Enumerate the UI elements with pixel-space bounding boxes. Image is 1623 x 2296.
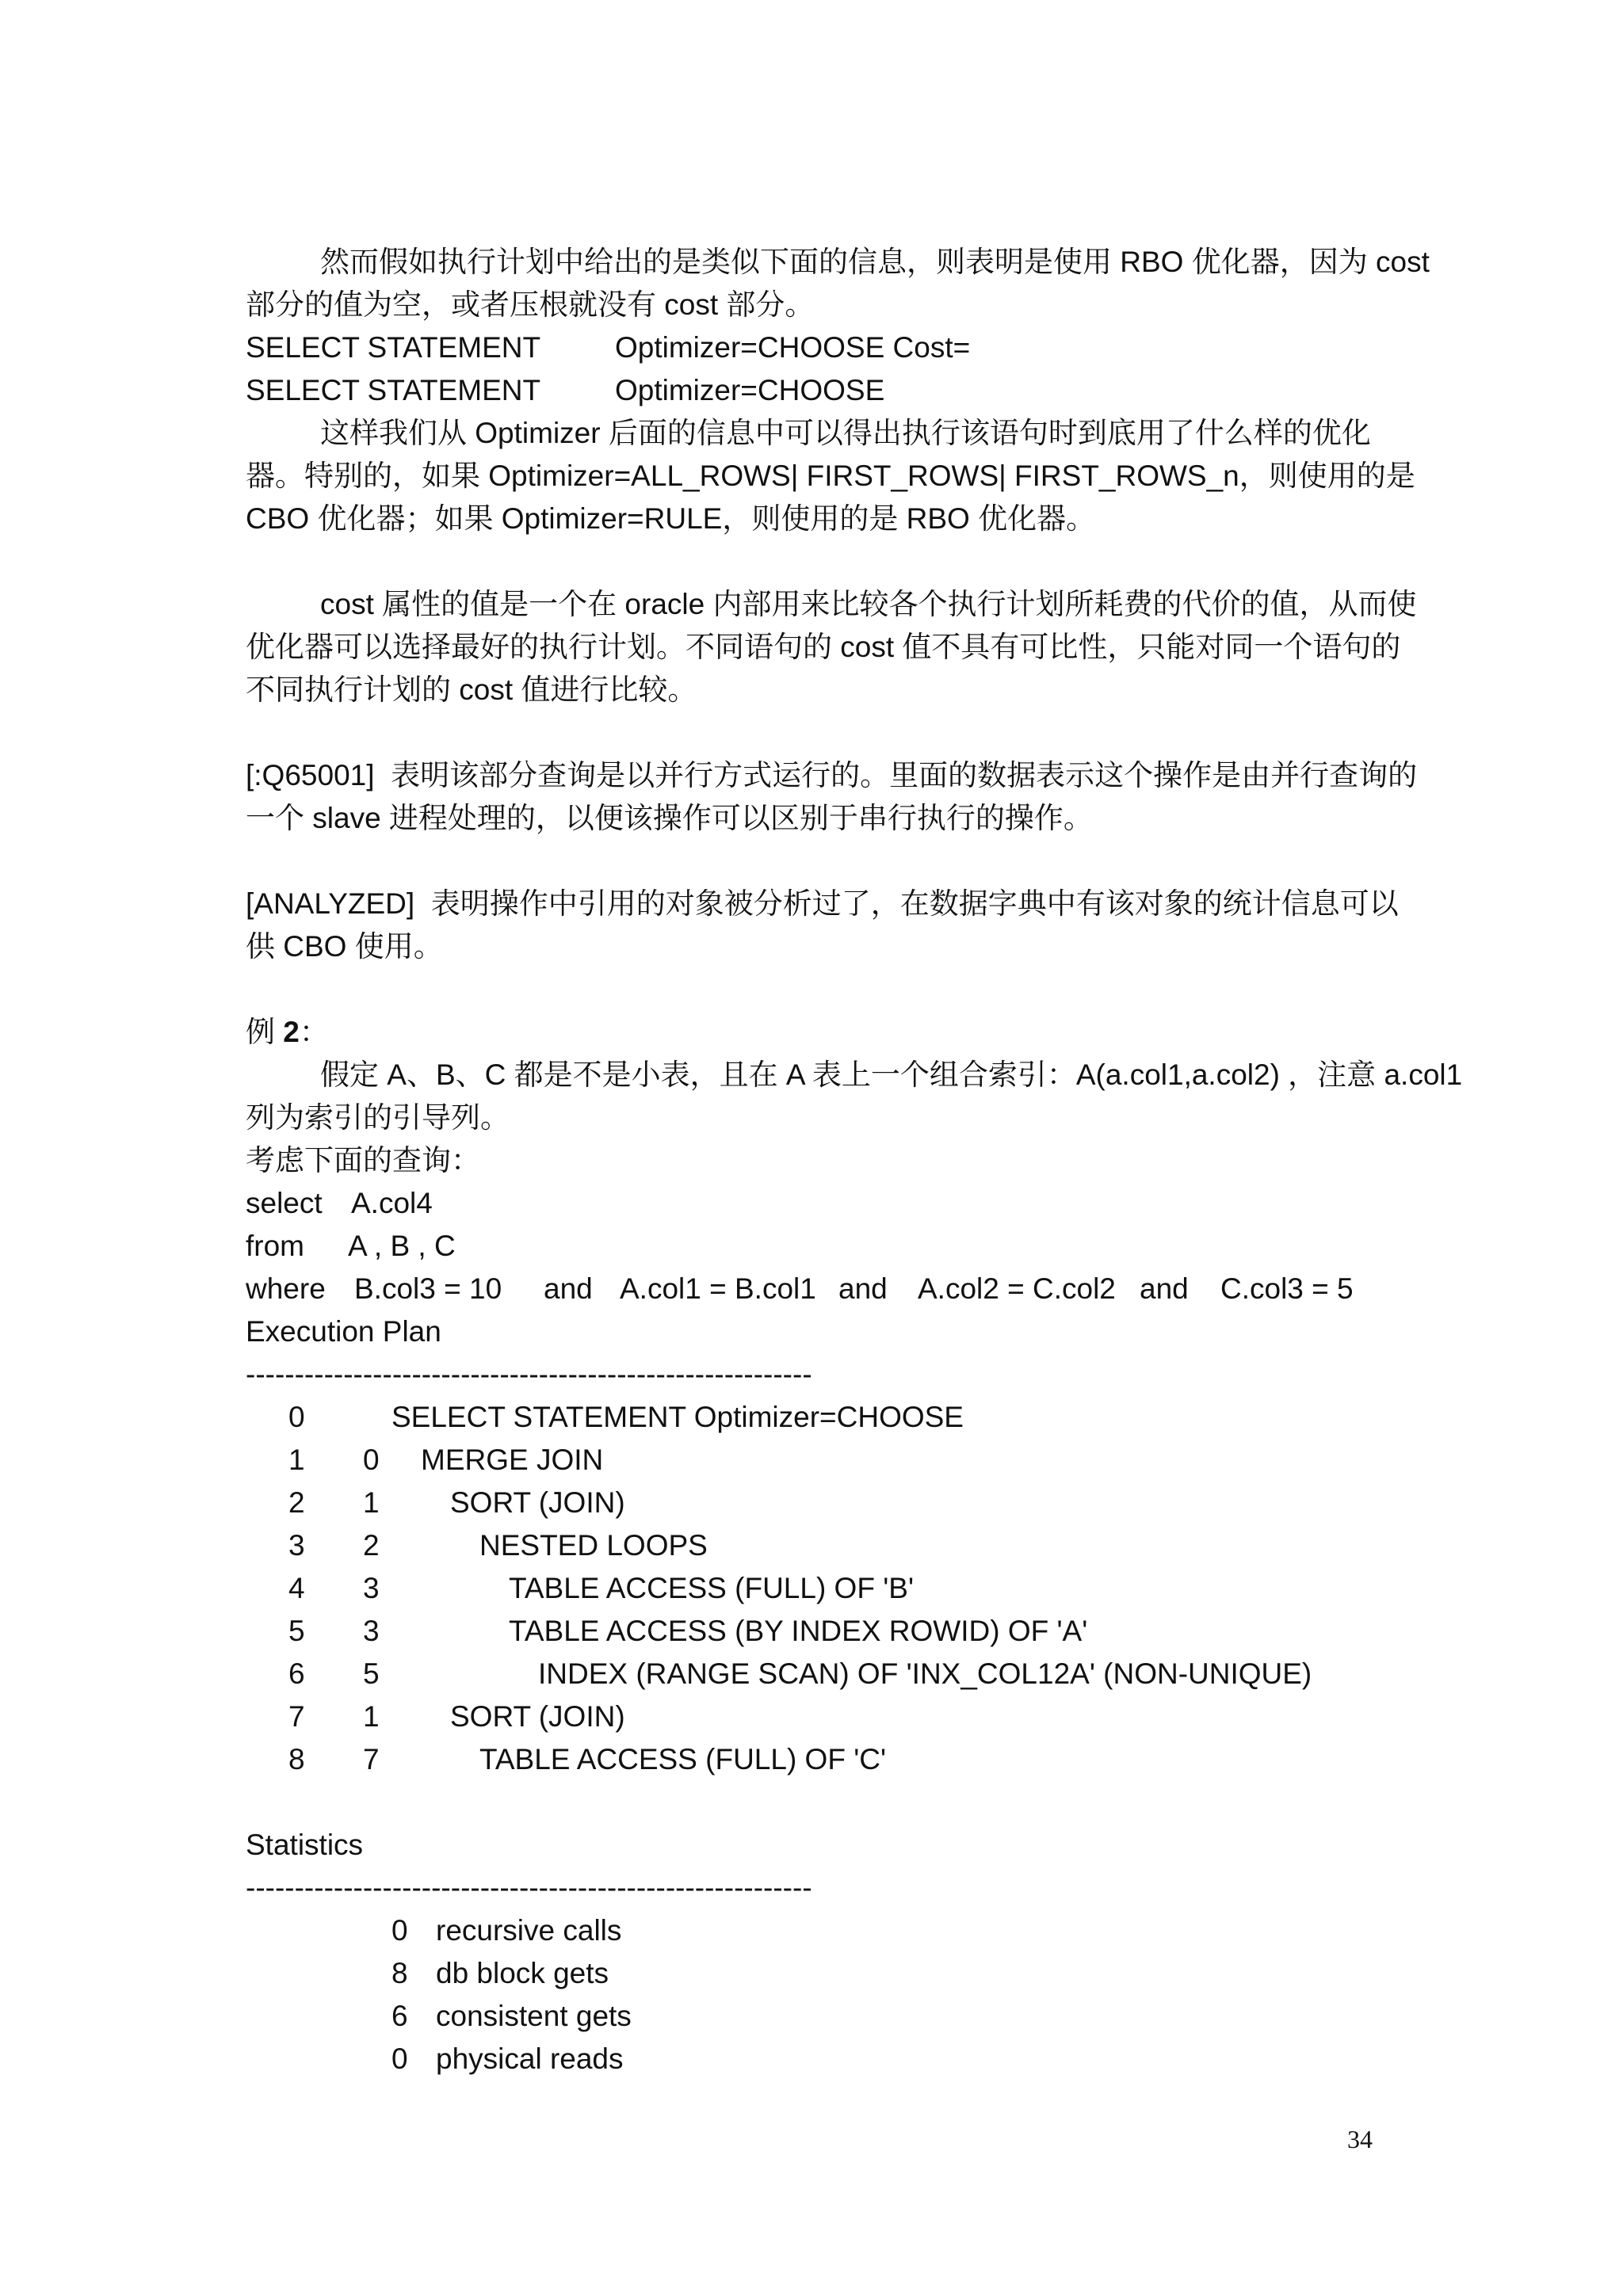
plan-row	[246, 1482, 1434, 1524]
plan-row-id: 0	[288, 1401, 305, 1433]
plan-row-operation: TABLE ACCESS (BY INDEX ROWID) OF 'A'	[509, 1615, 1088, 1647]
statement-line-a: SELECT STATEMENT	[246, 374, 541, 406]
statistics-row	[246, 1995, 959, 2038]
example-colon: ：	[299, 1016, 329, 1048]
statistic-label: consistent gets	[436, 2000, 632, 2032]
statistic-value: 8	[391, 1957, 408, 1989]
sql-condition: A.col1 = B.col1	[620, 1272, 816, 1305]
plan-row-parent: 1	[363, 1486, 380, 1519]
plan-row-operation: TABLE ACCESS (FULL) OF 'B'	[509, 1572, 915, 1604]
plan-row-id: 8	[288, 1743, 305, 1775]
sql-value: A.col4	[351, 1187, 433, 1219]
sql-keyword: select	[246, 1187, 323, 1219]
plan-row-operation: INDEX (RANGE SCAN) OF 'INX_COL12A' (NON-UNIQUE)	[538, 1657, 1312, 1690]
statistics-title: Statistics	[246, 1829, 364, 1861]
statistic-value: 0	[391, 2042, 408, 2075]
plan-row-id: 4	[288, 1572, 305, 1604]
paragraph-line: 这样我们从 Optimizer 后面的信息中可以得出执行该语句时到底用了什么样的优化	[320, 417, 1371, 449]
statistics-row	[246, 1952, 959, 1995]
plan-row	[246, 1567, 1434, 1610]
paragraph-line: 部分的值为空，或者压根就没有 cost 部分。	[246, 288, 815, 321]
plan-row-id: 5	[288, 1615, 305, 1647]
plan-row-operation: SELECT STATEMENT Optimizer=CHOOSE	[391, 1401, 964, 1433]
plan-row	[246, 1695, 1434, 1738]
statistic-label: recursive calls	[436, 1914, 622, 1947]
plan-row	[246, 1439, 1434, 1482]
plan-row-operation: NESTED LOOPS	[479, 1529, 708, 1562]
plan-row-id: 1	[288, 1444, 305, 1476]
paragraph-line: 列为索引的引导列。	[246, 1101, 510, 1134]
example-number: 2	[283, 1016, 300, 1048]
plan-row-id: 6	[288, 1657, 305, 1690]
plan-row	[246, 1738, 1434, 1781]
plan-row-operation: SORT (JOIN)	[450, 1486, 625, 1519]
example-heading	[246, 1011, 329, 1054]
paragraph-line: 不同执行计划的 cost 值进行比较。	[246, 673, 697, 706]
paragraph-line: 然而假如执行计划中给出的是类似下面的信息，则表明是使用 RBO 优化器，因为 cost	[320, 246, 1430, 278]
sql-and: and	[1140, 1272, 1189, 1305]
statistic-label: db block gets	[436, 1957, 609, 1989]
plan-row-parent: 2	[363, 1529, 380, 1562]
paragraph-line: cost 属性的值是一个在 oracle 内部用来比较各个执行计划所耗费的代价的值，从而使	[320, 588, 1417, 620]
dashed-rule: ----------------------------------------------------------	[246, 1871, 812, 1904]
paragraph-line: 考虑下面的查询：	[246, 1144, 480, 1177]
plan-row-parent: 5	[363, 1657, 380, 1690]
statement-line-a: SELECT STATEMENT	[246, 331, 541, 364]
sql-condition: A.col2 = C.col2	[918, 1272, 1116, 1305]
plan-row-id: 7	[288, 1700, 305, 1733]
sql-condition: B.col3 = 10	[354, 1272, 502, 1305]
plan-row-parent: 3	[363, 1572, 380, 1604]
statistic-value: 6	[391, 2000, 408, 2032]
execution-plan-title: Execution Plan	[246, 1315, 441, 1348]
paragraph-line: 器。特别的，如果 Optimizer=ALL_ROWS| FIRST_ROWS| FIRST_ROWS_n，则使用的是	[246, 460, 1415, 492]
sql-keyword: from	[246, 1230, 304, 1262]
paragraph-line: 优化器可以选择最好的执行计划。不同语句的 cost 值不具有可比性，只能对同一个语句的	[246, 631, 1401, 663]
sql-and: and	[544, 1272, 593, 1305]
page-number: 34	[1347, 2125, 1373, 2153]
sql-and: and	[838, 1272, 888, 1305]
plan-row-parent: 7	[363, 1743, 380, 1775]
statement-line-b: Optimizer=CHOOSE Cost=	[615, 331, 971, 364]
plan-row-parent: 3	[363, 1615, 380, 1647]
dashed-rule: ----------------------------------------------------------	[246, 1358, 812, 1390]
plan-row	[246, 1653, 1434, 1695]
sql-value: A , B , C	[348, 1230, 456, 1262]
paragraph-line: 一个 slave 进程处理的，以便该操作可以区别于串行执行的操作。	[246, 802, 1093, 834]
paragraph-line: CBO 优化器；如果 Optimizer=RULE，则使用的是 RBO 优化器。	[246, 502, 1096, 535]
sql-keyword: where	[246, 1272, 326, 1305]
plan-row	[246, 1524, 1434, 1567]
paragraph-line: [ANALYZED] 表明操作中引用的对象被分析过了，在数据字典中有该对象的统计信息可以	[246, 887, 1399, 920]
statistics-row	[246, 2038, 959, 2081]
paragraph-line: 供 CBO 使用。	[246, 930, 443, 963]
plan-row	[246, 1610, 1434, 1653]
plan-row-parent: 1	[363, 1700, 380, 1733]
example-label: 例	[246, 1016, 284, 1048]
plan-row	[246, 1396, 1434, 1439]
statistics-row	[246, 1909, 959, 1952]
plan-row-operation: TABLE ACCESS (FULL) OF 'C'	[479, 1743, 887, 1775]
statement-line-b: Optimizer=CHOOSE	[615, 374, 885, 406]
plan-row-operation: SORT (JOIN)	[450, 1700, 625, 1733]
statistic-value: 0	[391, 1914, 408, 1947]
paragraph-line: 假定 A、B、C 都是不是小表，且在 A 表上一个组合索引：A(a.col1,a.col2) ，注意 a.col1	[320, 1058, 1463, 1091]
plan-row-id: 2	[288, 1486, 305, 1519]
paragraph-line: [:Q65001] 表明该部分查询是以并行方式运行的。里面的数据表示这个操作是由并行查询的	[246, 759, 1418, 791]
statistic-label: physical reads	[436, 2042, 624, 2075]
sql-condition: C.col3 = 5	[1220, 1272, 1354, 1305]
plan-row-id: 3	[288, 1529, 305, 1562]
plan-row-operation: MERGE JOIN	[421, 1444, 604, 1476]
plan-row-parent: 0	[363, 1444, 380, 1476]
